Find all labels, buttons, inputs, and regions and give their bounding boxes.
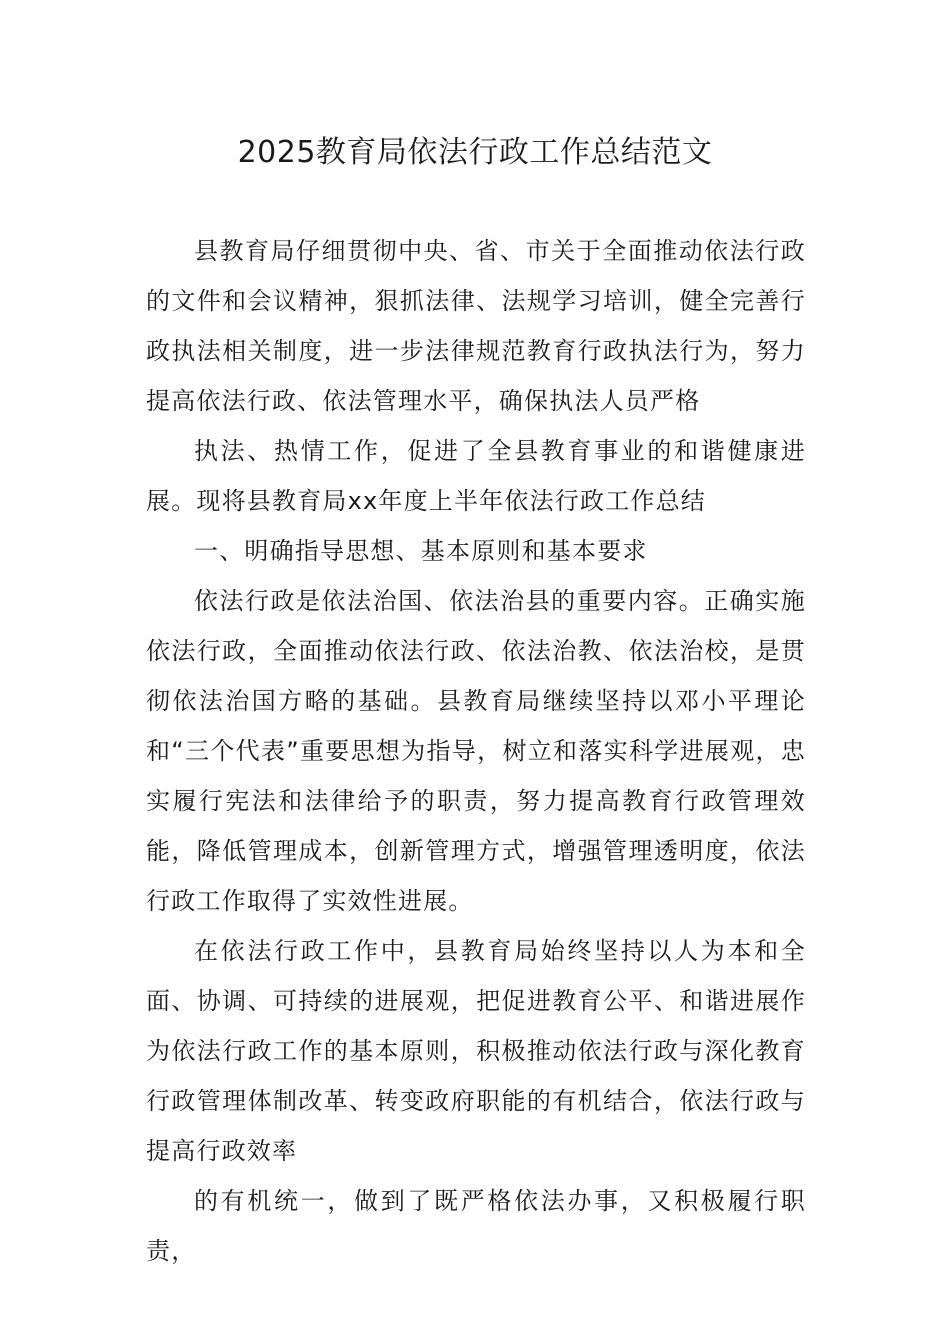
paragraph-basic-principles: 在依法行政工作中，县教育局始终坚持以人为本和全面、协调、可持续的进展观，把促进教育公平、和谐进展作为依法行政工作的基本原则，积极推动依法行政与深化教育行政管理体制改革、转变政府职能的有机结合，依法行政与提高行政效率 [146, 937, 806, 1165]
paragraph-guiding-ideology: 依法行政是依法治国、依法治县的重要内容。正确实施依法行政，全面推动依法行政、依法治教、依法治校，是贯彻依法治国方略的基础。县教育局继续坚持以邓小平理论和“三个代表”重要思想为指导，树立和落实科学进展观，忠实履行宪法和法律给予的职责，努力提高教育行政管理效能，降低管理成本，创新管理方式，增强管理透明度，依法行政工作取得了实效性进展。 [146, 587, 806, 915]
document-body [146, 226, 806, 1276]
paragraph-continued: 的有机统一，做到了既严格依法办事，又积极履行职责， [146, 1187, 806, 1265]
paragraph-intro-continued: 执法、热情工作，促进了全县教育事业的和谐健康进展。现将县教育局xx年度上半年依法行政工作总结 [146, 437, 806, 515]
section-heading-1: 一、明确指导思想、基本原则和基本要求 [194, 537, 648, 565]
document-title: 2025教育局依法行政工作总结范文 [237, 135, 713, 170]
paragraph-intro: 县教育局仔细贯彻中央、省、市关于全面推动依法行政的文件和会议精神，狠抓法律、法规学习培训，健全完善行政执法相关制度，进一步法律规范教育行政执法行为，努力提高依法行政、依法管理水平，确保执法人员严格 [146, 237, 806, 415]
